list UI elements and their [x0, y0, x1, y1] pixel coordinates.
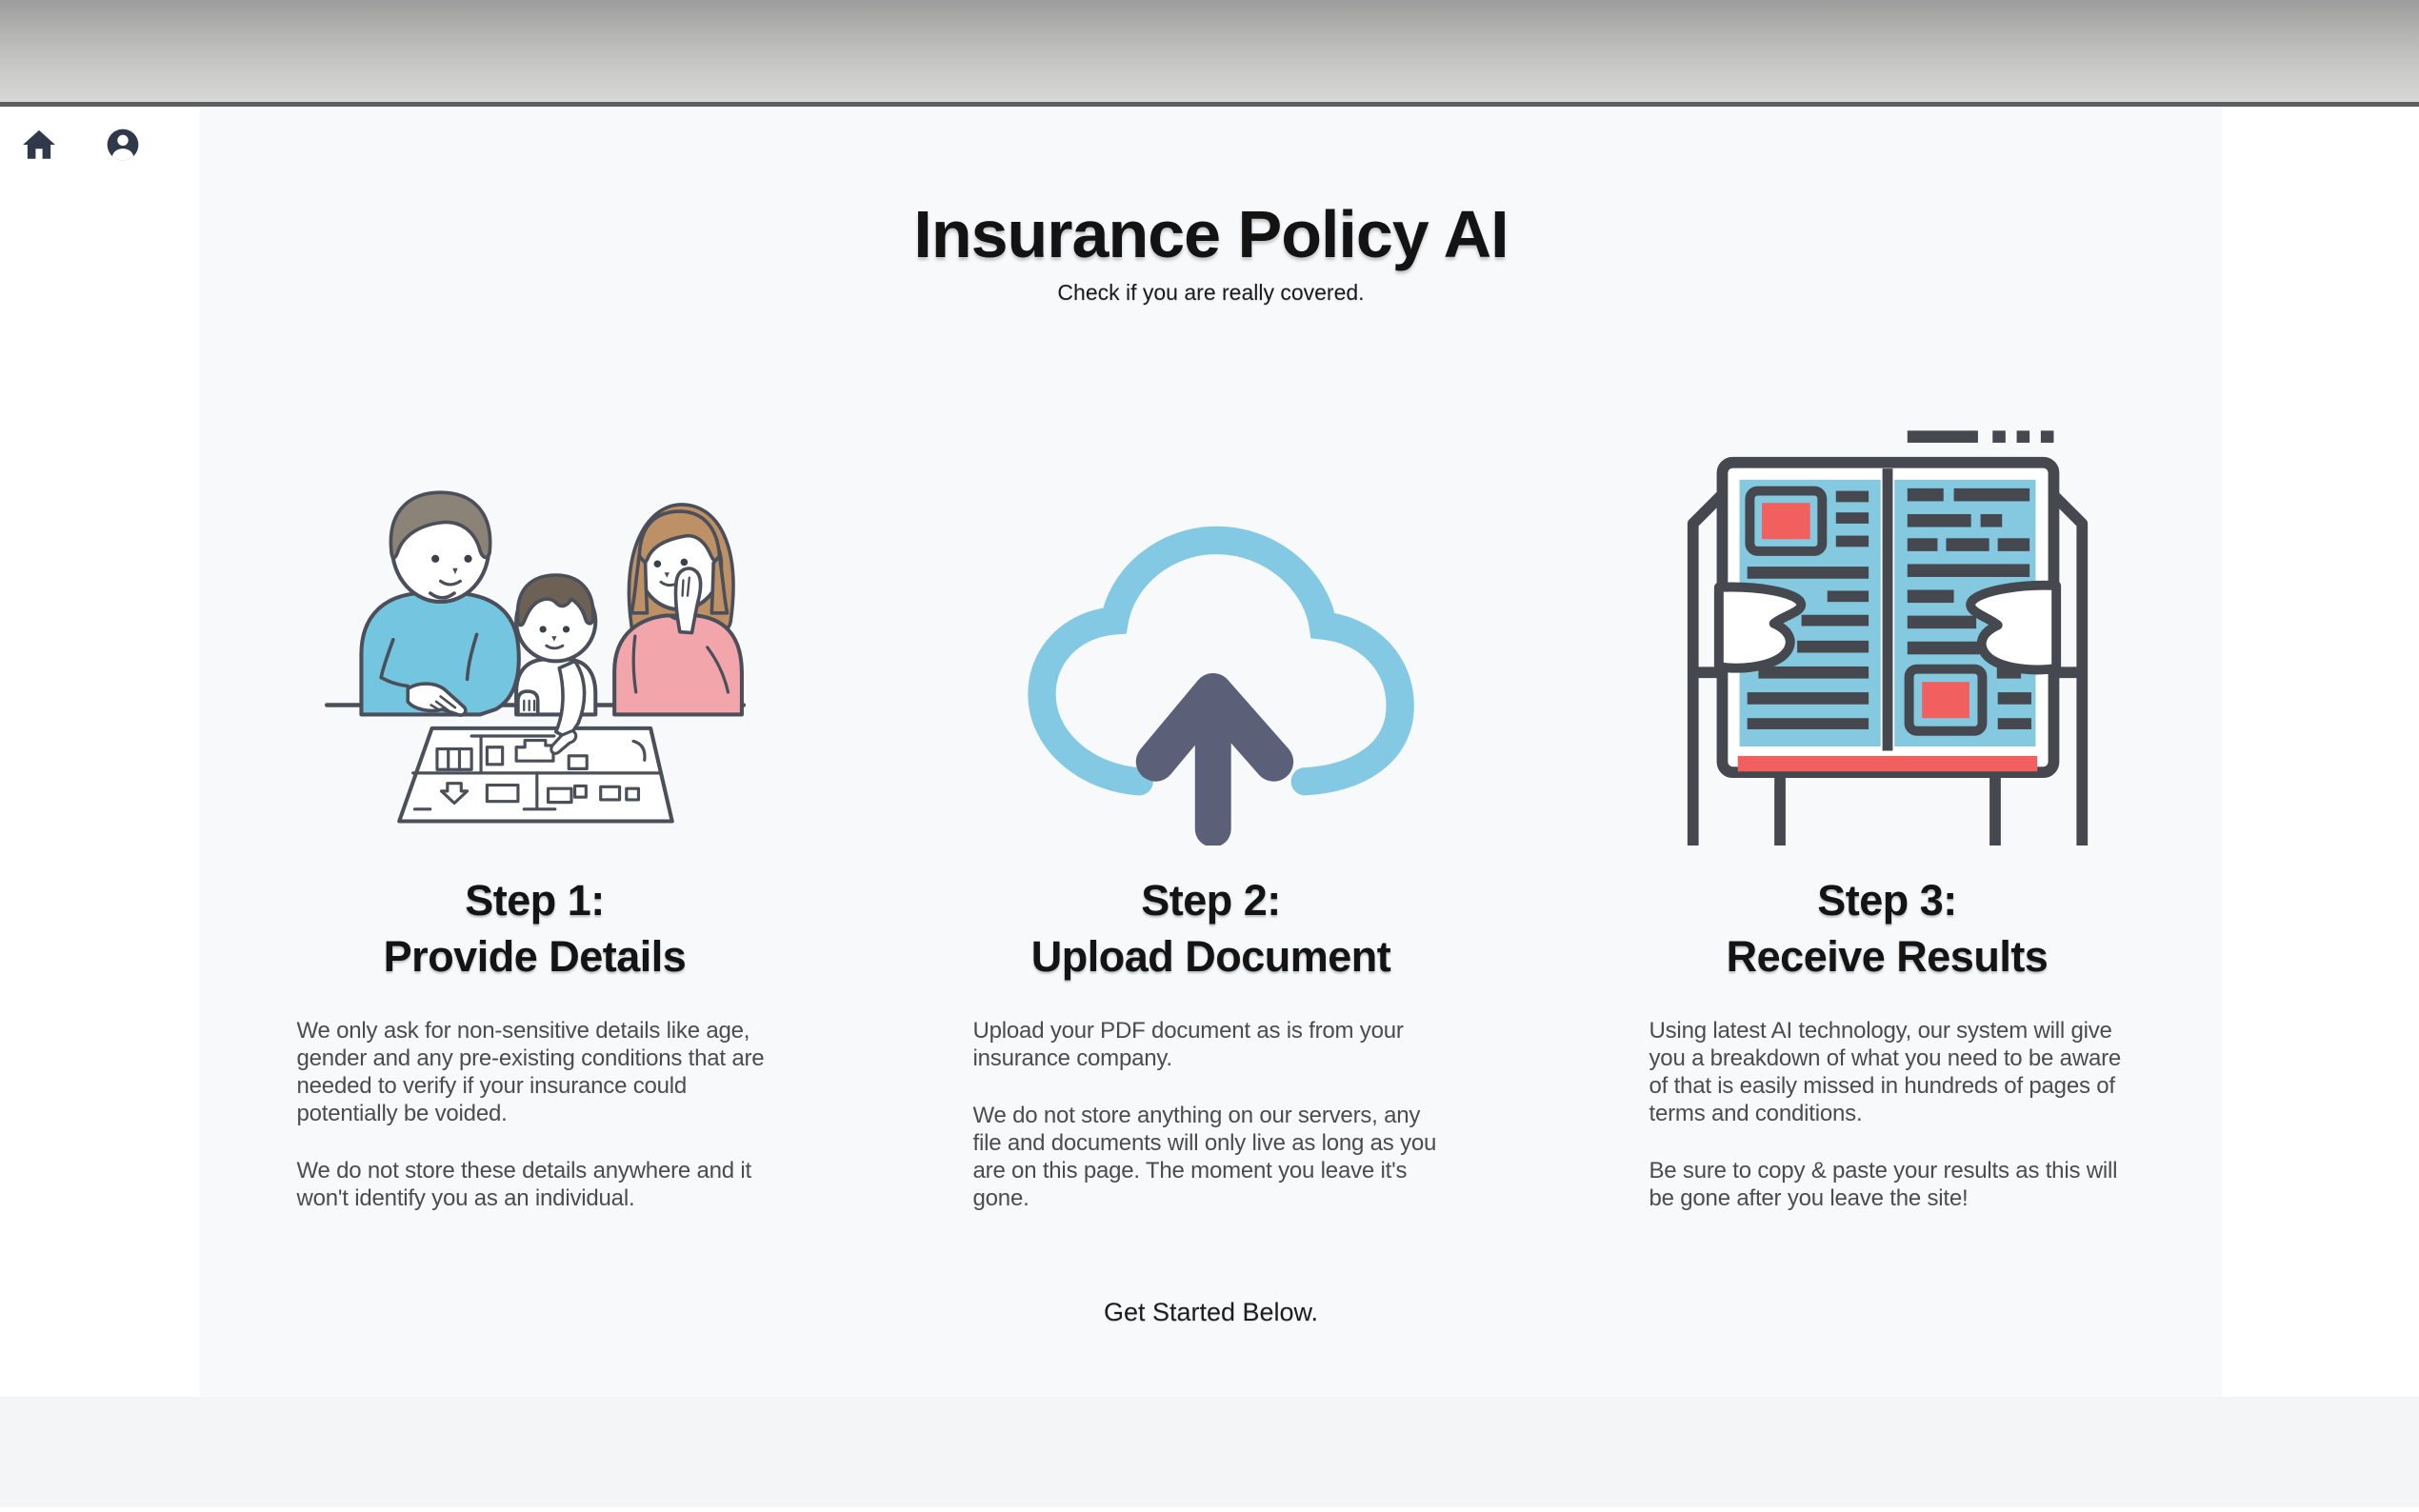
home-icon: [21, 127, 57, 163]
side-nav: [0, 107, 200, 1397]
step-1-heading-line2: Provide Details: [383, 932, 687, 982]
footer-band: [0, 1397, 2419, 1507]
step-3-heading-line2: Receive Results: [1726, 932, 2049, 982]
step-2-paragraph-1: Upload your PDF document as is from your insurance company.: [972, 1017, 1404, 1071]
step-3-paragraph-2: Be sure to copy & paste your results as this will be gone after you leave the site!: [1649, 1157, 2118, 1211]
nav-icons: [0, 127, 200, 163]
right-margin: [2222, 107, 2419, 1397]
step-2-heading: [973, 872, 1449, 985]
step-2-paragraph-2: We do not store anything on our servers, any file and documents will only live as long as you are on this page. The moment you leave it's gone.: [972, 1102, 1437, 1211]
steps-row: [200, 393, 2222, 1212]
step-3-heading-line1: Step 3:: [1817, 876, 1957, 925]
step-2-heading-line2: Upload Document: [1030, 932, 1391, 982]
step-1-paragraph-2: We do not store these details anywhere and it won't identify you as an individual.: [296, 1157, 752, 1211]
step-3-paragraph-1: Using latest AI technology, our system will give you a breakdown of what you need to be aware of that is easily missed in hundreds of pages of terms and conditions.: [1649, 1017, 2122, 1126]
step-1-illustration-area: [297, 393, 773, 846]
window-chrome-bar: [0, 0, 2419, 107]
step-2-illustration-area: [973, 393, 1449, 846]
family-illustration: [311, 484, 759, 846]
newspaper-results-illustration: [1664, 415, 2111, 846]
page-body: [0, 107, 2419, 1397]
step-1-heading-line1: Step 1:: [465, 876, 605, 925]
home-button[interactable]: [21, 127, 57, 163]
step-1-paragraph-1: We only ask for non-sensitive details like age, gender and any pre-existing conditions that are needed to verify if your insurance could potentially be voided.: [296, 1017, 765, 1126]
step-3-column: [1649, 393, 2126, 1212]
step-2-column: [973, 393, 1449, 1212]
step-2-heading-line1: Step 2:: [1141, 876, 1281, 925]
step-1-column: [297, 393, 773, 1212]
step-1-heading: [297, 872, 773, 985]
cloud-upload-illustration: [998, 501, 1425, 846]
page-title: Insurance Policy AI: [913, 197, 1509, 271]
content-panel: [200, 107, 2222, 1397]
account-icon: [105, 127, 141, 163]
page-subtitle: Check if you are really covered.: [1057, 280, 1365, 305]
step-3-heading: [1649, 872, 2126, 985]
get-started-text: Get Started Below.: [1103, 1297, 1319, 1326]
step-3-illustration-area: [1649, 393, 2126, 846]
account-button[interactable]: [105, 127, 141, 163]
